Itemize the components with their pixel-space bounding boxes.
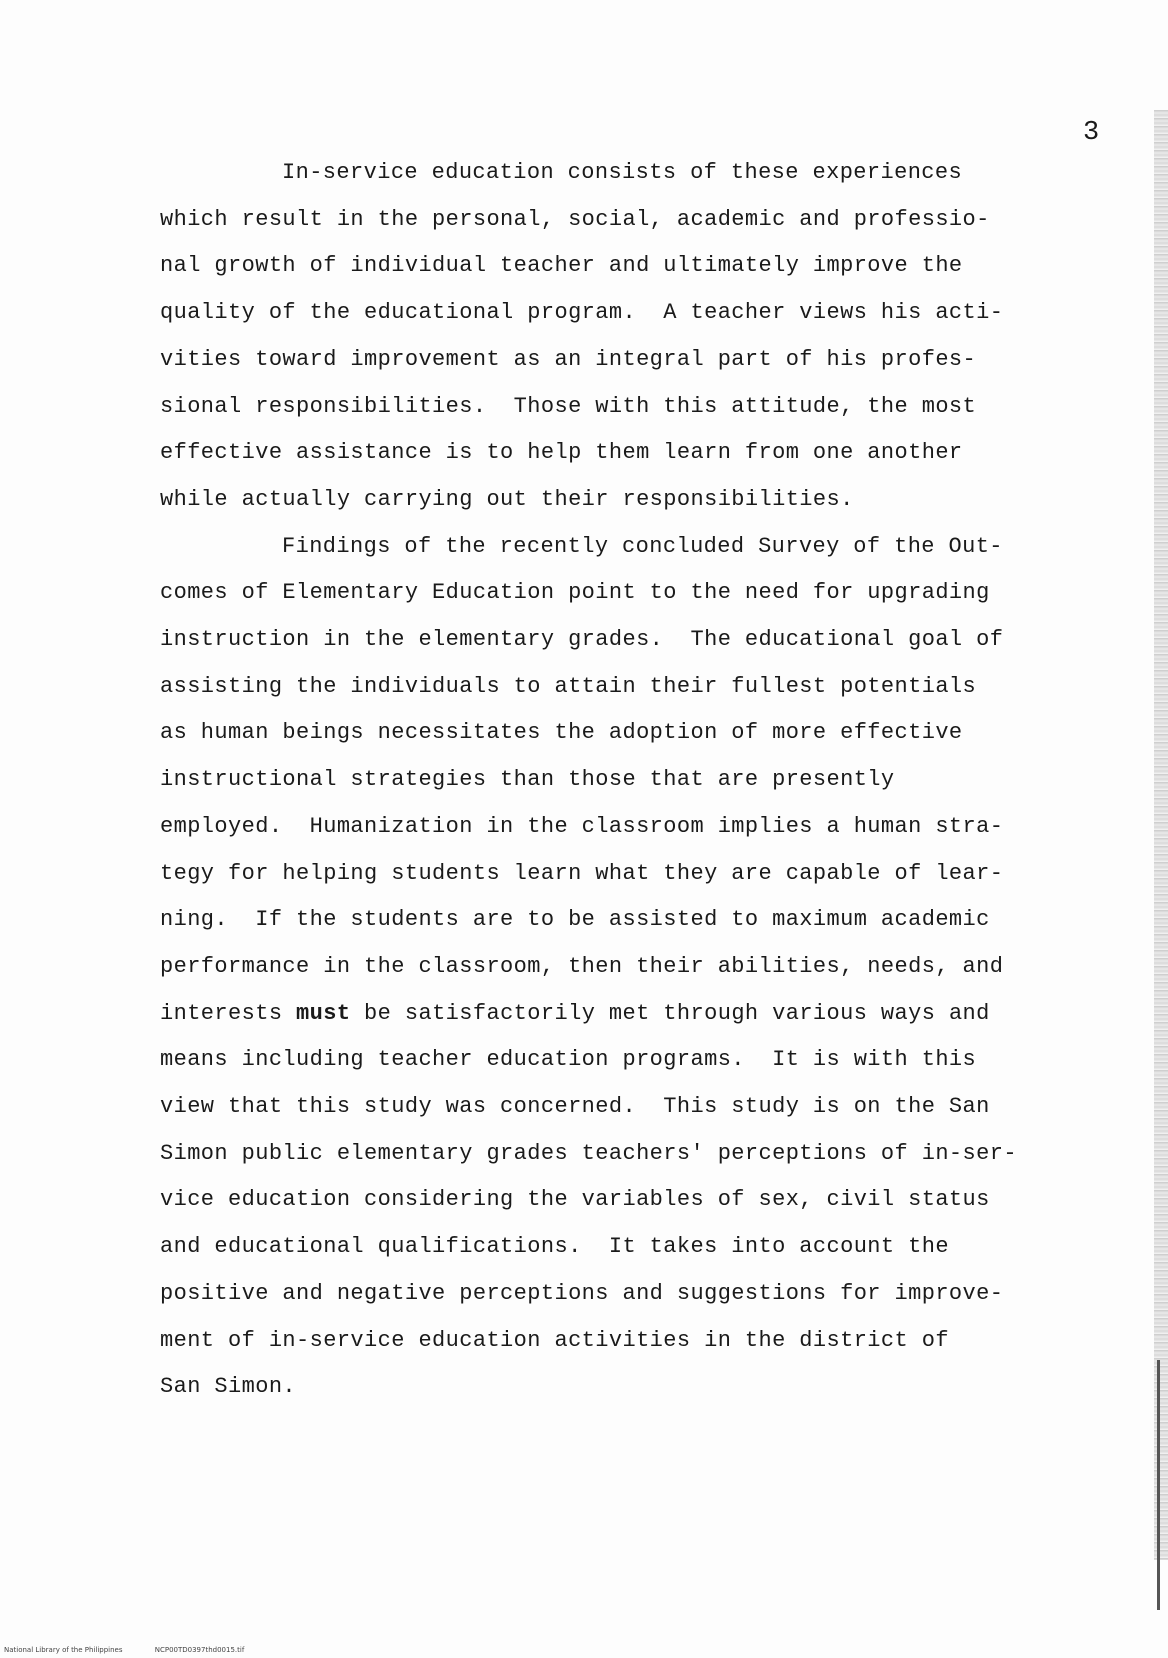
paragraph-1-line-3: nal growth of individual teacher and ultimately improve the — [160, 253, 963, 279]
paragraph-1-line-2: which result in the personal, social, academic and professio- — [160, 206, 990, 232]
paragraph-2-line-14: Simon public elementary grades teachers' perceptions of in-ser- — [160, 1140, 1017, 1166]
paragraph-2-line-3: instruction in the elementary grades. The educational goal of — [160, 627, 1004, 653]
paragraph-2-line-1: Findings of the recently concluded Survey of the Out- — [282, 533, 1003, 559]
paragraph-2-line-2: comes of Elementary Education point to the need for upgrading — [160, 580, 990, 606]
footer-library: National Library of the Philippines — [4, 1646, 123, 1654]
scan-edge-line — [1157, 1360, 1160, 1610]
paragraph-2-line-18: ment of in-service education activities in the district of — [160, 1327, 949, 1353]
body-text — [160, 150, 1060, 1411]
paragraph-2-line-15: vice education considering the variables of sex, civil status — [160, 1187, 990, 1213]
bold-line-after: be satisfactorily met through various ways and — [350, 1000, 990, 1026]
paragraph-2-line-4: assisting the individuals to attain their fullest potentials — [160, 673, 977, 699]
paragraph-1-line-7: effective assistance is to help them learn from one another — [160, 440, 963, 466]
paragraph-2-line-16: and educational qualifications. It takes into account the — [160, 1234, 949, 1260]
scan-edge-shadow — [1154, 110, 1168, 1560]
paragraph-1-line-4: quality of the educational program. A teacher views his acti- — [160, 300, 1004, 326]
paragraph-1-line-1: In-service education consists of these experiences — [282, 160, 963, 185]
paragraph-2-line-6: instructional strategies than those that are presently — [160, 767, 895, 793]
paragraph-2-line-17: positive and negative perceptions and suggestions for improve- — [160, 1280, 1004, 1306]
scan-footer — [4, 1646, 274, 1654]
paragraph-1-line-8: while actually carrying out their responsibilities. — [160, 486, 854, 512]
paragraph-2-line-7: employed. Humanization in the classroom implies a human stra- — [160, 813, 1004, 839]
paragraph-2-line-13: view that this study was concerned. This study is on the San — [160, 1094, 990, 1120]
paragraph-2-line-11 — [160, 991, 1060, 1038]
footer-file: NCP00TD0397thd0015.tif — [154, 1646, 245, 1654]
paragraph-1-line-6: sional responsibilities. Those with this attitude, the most — [160, 393, 977, 419]
paragraph-2-line-5: as human beings necessitates the adoption of more effective — [160, 720, 963, 746]
paragraph-2-line-9: ning. If the students are to be assisted to maximum academic — [160, 907, 990, 933]
paragraph-1-line-5: vities toward improvement as an integral part of his profes- — [160, 346, 977, 372]
paragraph-2-line-8: tegy for helping students learn what they are capable of lear- — [160, 860, 1004, 886]
paragraph-2-line-12: means including teacher education programs. It is with this — [160, 1047, 977, 1073]
paragraph-2-line-10: performance in the classroom, then their abilities, needs, and — [160, 953, 1004, 979]
bold-line-before: interests — [160, 1000, 297, 1026]
paragraph-2-line-19: San Simon. — [160, 1374, 297, 1400]
page-number: 3 — [1083, 118, 1100, 148]
bold-word-must: must — [296, 1000, 351, 1026]
